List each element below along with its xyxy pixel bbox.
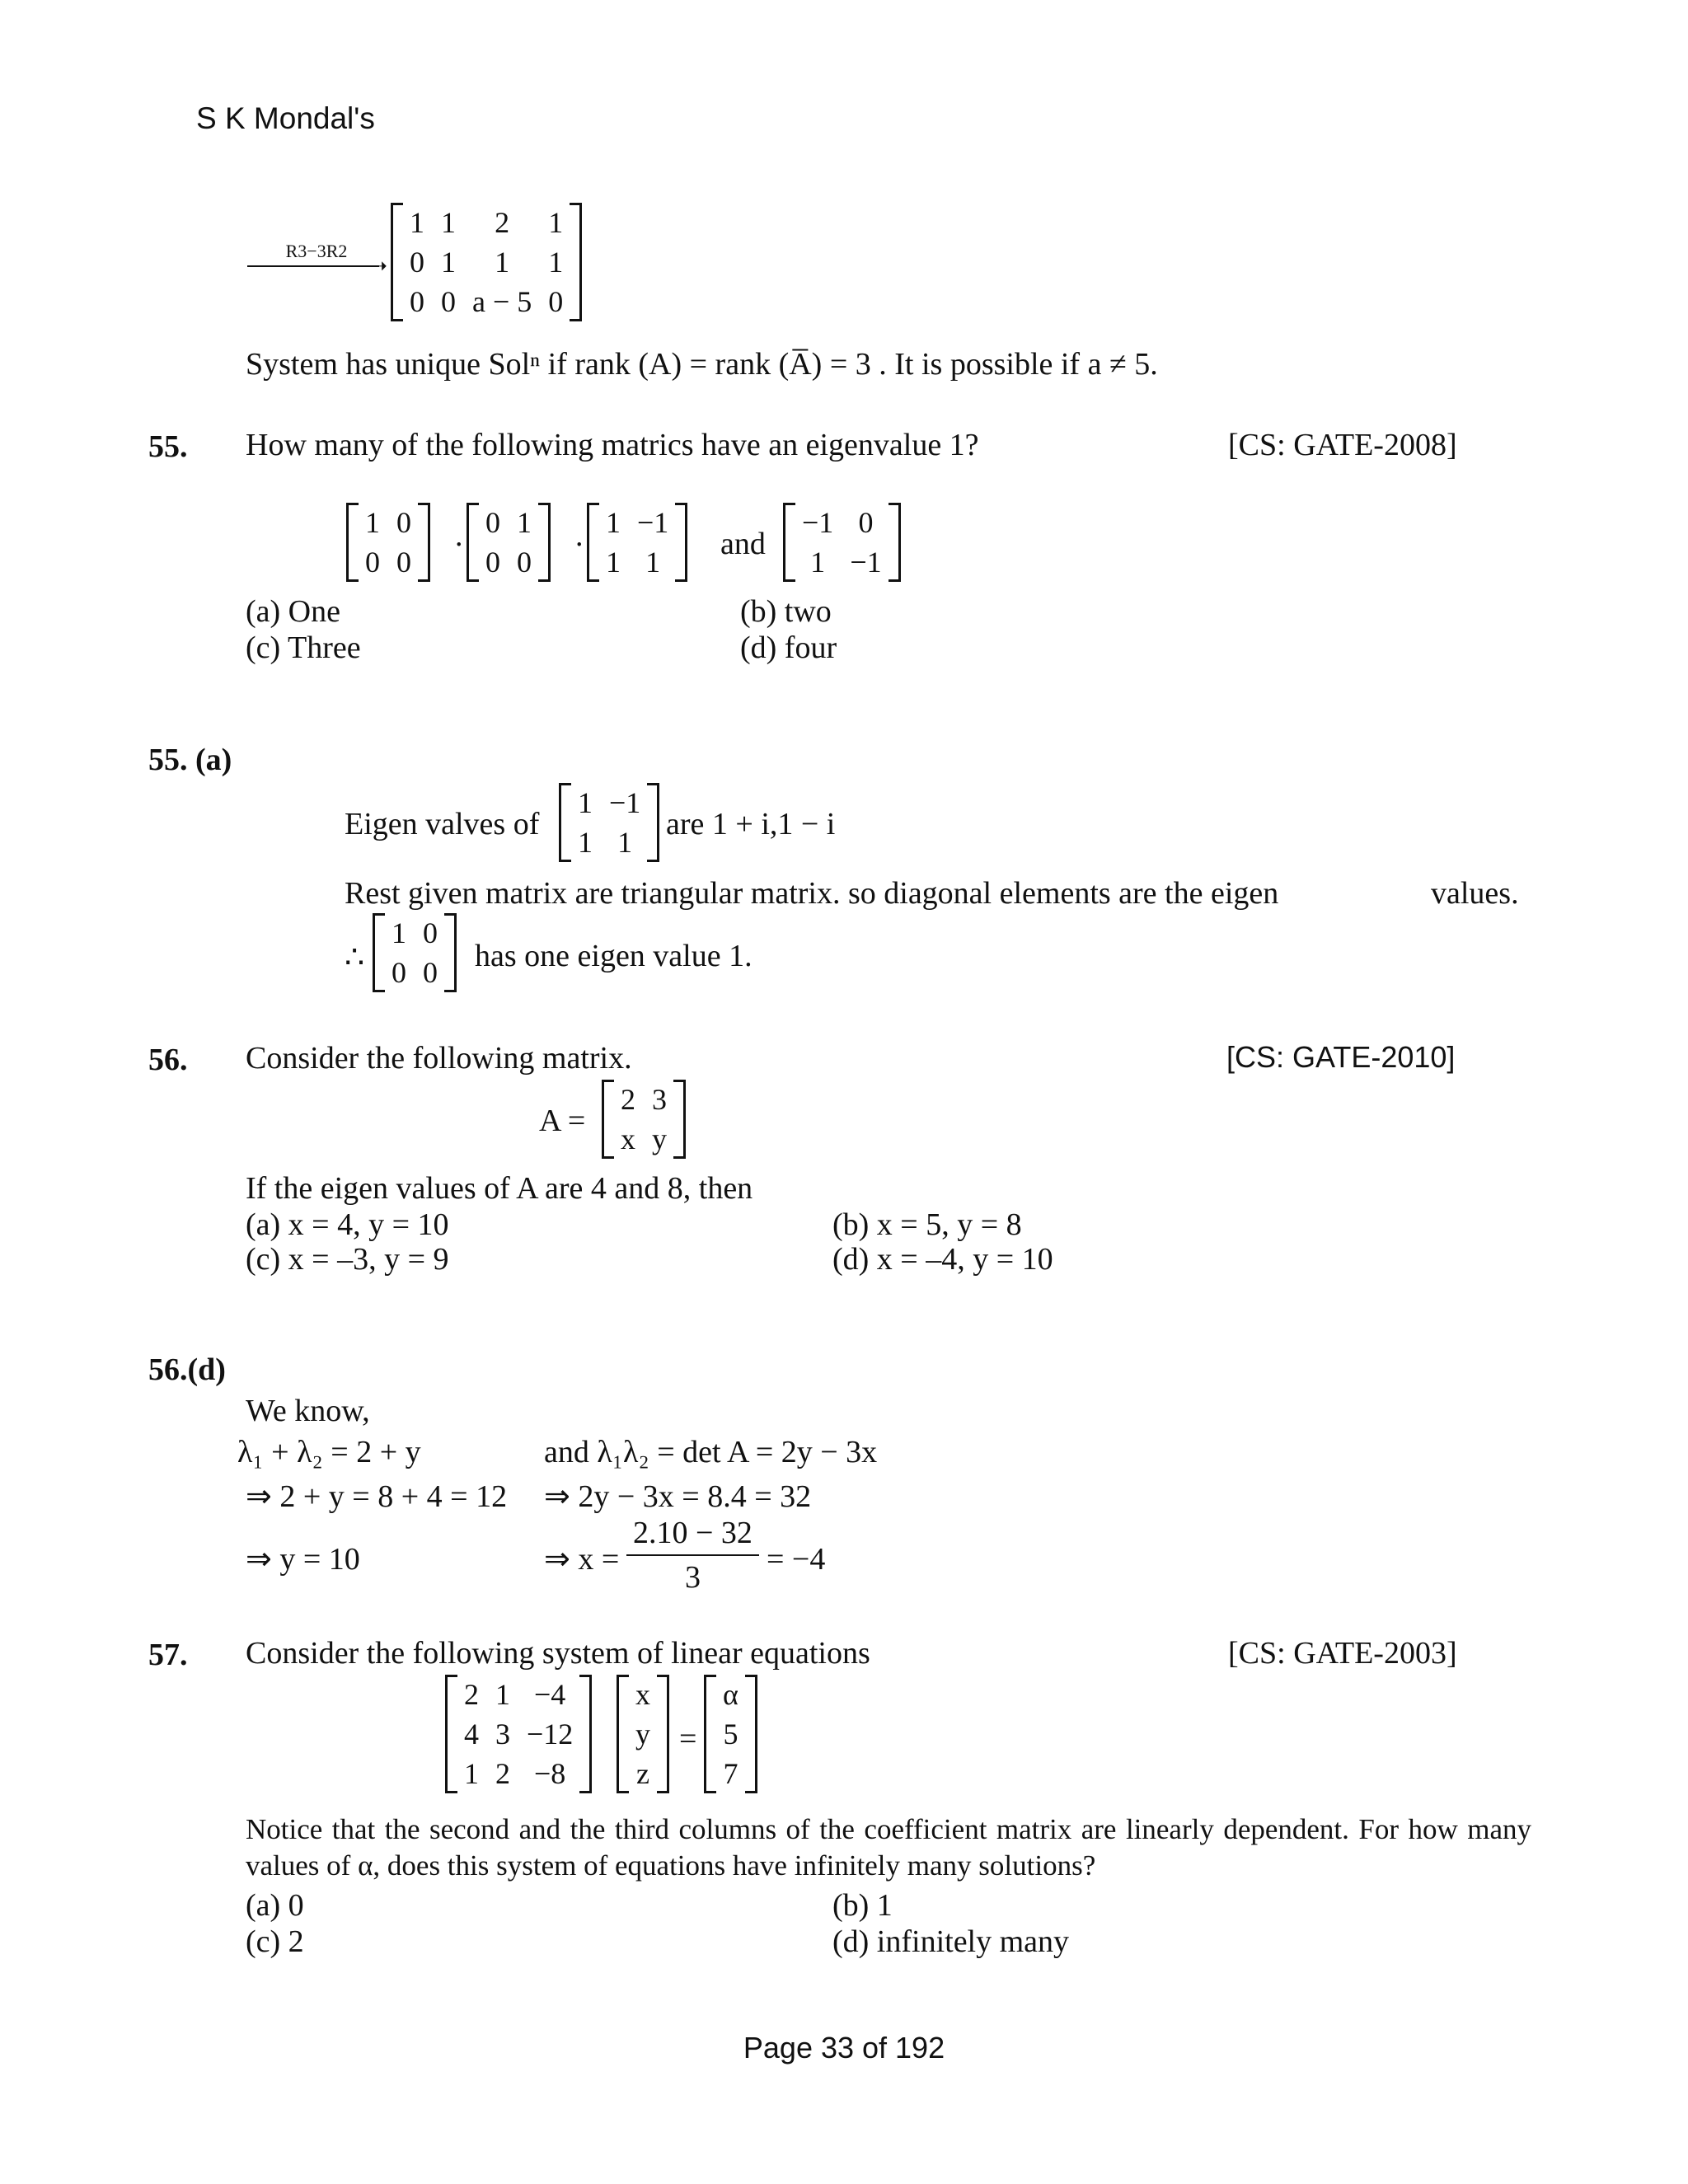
matrix-cell: −1 xyxy=(850,546,882,579)
therefore-symbol: ∴ xyxy=(345,940,365,975)
matrix-cell: 1 xyxy=(464,1757,479,1790)
matrix-cell: y xyxy=(652,1122,667,1155)
a55-matrix-last xyxy=(373,913,457,992)
q56-option-d: (d) x = –4, y = 10 xyxy=(832,1242,1053,1277)
matrix-cell: 0 xyxy=(410,246,424,279)
matrix-cell: 1 xyxy=(392,916,406,949)
matrix-cell: −1 xyxy=(609,786,641,819)
q55-option-d: (d) four xyxy=(740,630,837,665)
a56-left-1: λ₁ + λ₂ = 2 + y xyxy=(237,1435,421,1469)
matrix-cell: a − 5 xyxy=(472,285,532,318)
q57-option-d: (d) infinitely many xyxy=(832,1924,1070,1959)
a56-fraction xyxy=(626,1515,759,1596)
q55-matrix-3 xyxy=(587,503,687,582)
q56-number: 56. xyxy=(148,1043,188,1077)
matrix-cell: 3 xyxy=(652,1083,667,1116)
matrix-cell: 4 xyxy=(464,1718,479,1750)
matrix-cell: 3 xyxy=(495,1718,510,1750)
matrix-cell: 1 xyxy=(645,546,661,579)
matrix-cell: 0 xyxy=(396,546,411,579)
matrix-cell: 5 xyxy=(723,1718,738,1750)
matrix-cell: 2 xyxy=(495,1757,510,1790)
a56-fraction-denominator: 3 xyxy=(684,1560,701,1595)
matrix-cell: 0 xyxy=(485,546,500,579)
q57-option-a: (a) 0 xyxy=(246,1888,304,1923)
q55-option-a: (a) One xyxy=(246,594,340,629)
a56-right-2: ⇒ 2y − 3x = 8.4 = 32 xyxy=(544,1479,812,1514)
q56-condition: If the eigen values of A are 4 and 8, then xyxy=(246,1171,753,1206)
q57-paragraph: Notice that the second and the third columns of the coefficient matrix are linearly dependent. For how many values of α, does this system of equations have infinitely many solutions? xyxy=(246,1813,1531,1882)
q57-equals: = xyxy=(679,1722,697,1756)
a55-line2-tail: values. xyxy=(1431,876,1519,911)
matrix-cell: 1 xyxy=(517,506,532,539)
a56-right-3-post: = −4 xyxy=(767,1542,826,1577)
row-operation-label: R3−3R2 xyxy=(285,241,348,261)
matrix-cell: 0 xyxy=(485,506,500,539)
separator-dot: . xyxy=(575,518,584,553)
matrix-cell: −8 xyxy=(534,1757,566,1790)
q55-text: How many of the following matrics have an eigenvalue 1? xyxy=(246,428,979,462)
matrix-cell: 0 xyxy=(423,916,438,949)
matrix-cell: −4 xyxy=(534,1678,566,1711)
q56-option-b: (b) x = 5, y = 8 xyxy=(832,1207,1022,1242)
page-number: Page 33 of 192 xyxy=(743,2031,945,2064)
matrix-cell: 1 xyxy=(548,206,564,239)
q56-a-label: A = xyxy=(539,1104,586,1138)
q56-text: Consider the following matrix. xyxy=(246,1041,632,1076)
matrix-cell: 1 xyxy=(578,826,593,859)
q57-number: 57. xyxy=(148,1638,188,1672)
q55-exam-tag: [CS: GATE-2008] xyxy=(1228,428,1457,462)
q56-matrix xyxy=(602,1080,686,1159)
prev-matrix xyxy=(391,203,582,321)
a56-left-3: ⇒ y = 10 xyxy=(246,1542,360,1577)
matrix-cell: α xyxy=(723,1678,738,1711)
prev-conclusion: System has unique Solⁿ if rank (A) = rank (A̅) = 3 . It is possible if a ≠ 5. xyxy=(246,347,1158,382)
q57-variable-vector xyxy=(617,1675,669,1793)
q56-exam-tag: [CS: GATE-2010] xyxy=(1226,1040,1456,1074)
matrix-cell: 1 xyxy=(495,246,510,279)
a56-we-know: We know, xyxy=(246,1394,370,1428)
q56-option-c: (c) x = –3, y = 9 xyxy=(246,1242,449,1277)
matrix-cell: y xyxy=(635,1718,650,1750)
matrix-cell: 2 xyxy=(464,1678,479,1711)
q55-option-c: (c) Three xyxy=(246,630,361,665)
a56-left-2: ⇒ 2 + y = 8 + 4 = 12 xyxy=(246,1479,508,1514)
matrix-cell: 1 xyxy=(617,826,633,859)
matrix-cell: 1 xyxy=(606,546,621,579)
matrix-cell: 0 xyxy=(410,285,424,318)
matrix-cell: 2 xyxy=(495,206,510,239)
matrix-cell: −1 xyxy=(802,506,834,539)
matrix-cell: z xyxy=(636,1757,649,1790)
row-operation-arrow: R3−3R2 ➝ xyxy=(247,241,386,267)
matrix-cell: 1 xyxy=(810,546,826,579)
header-author: S K Mondal's xyxy=(196,101,375,135)
a55-label: 55. (a) xyxy=(148,743,232,777)
matrix-cell: 1 xyxy=(441,246,456,279)
a56-right-3-pre: ⇒ x = xyxy=(544,1542,620,1577)
matrix-cell: −12 xyxy=(527,1718,574,1750)
q55-matrix-4 xyxy=(783,503,901,582)
a56-label: 56.(d) xyxy=(148,1352,226,1387)
matrix-cell: 7 xyxy=(723,1757,738,1790)
matrix-cell: 1 xyxy=(365,506,380,539)
a56-fraction-numerator: 2.10 − 32 xyxy=(626,1515,759,1556)
q55-matrix-2 xyxy=(467,503,551,582)
q57-option-b: (b) 1 xyxy=(832,1888,893,1923)
matrix-cell: 0 xyxy=(517,546,532,579)
matrix-cell: 0 xyxy=(548,285,564,318)
matrix-cell: −1 xyxy=(637,506,669,539)
matrix-cell: 0 xyxy=(441,285,456,318)
a55-line2: Rest given matrix are triangular matrix. so diagonal elements are the eigen xyxy=(345,876,1279,911)
q57-exam-tag: [CS: GATE-2003] xyxy=(1228,1636,1457,1671)
matrix-cell: x xyxy=(621,1122,635,1155)
a55-matrix xyxy=(559,783,659,862)
matrix-cell: 1 xyxy=(410,206,424,239)
matrix-cell: 1 xyxy=(441,206,456,239)
matrix-cell: 0 xyxy=(365,546,380,579)
matrix-cell: 1 xyxy=(606,506,621,539)
matrix-cell: 2 xyxy=(621,1083,635,1116)
q55-and: and xyxy=(720,527,766,561)
q55-option-b: (b) two xyxy=(740,594,832,629)
matrix-cell: 0 xyxy=(858,506,874,539)
q55-matrix-1 xyxy=(346,503,430,582)
q56-option-a: (a) x = 4, y = 10 xyxy=(246,1207,449,1242)
matrix-cell: 0 xyxy=(392,956,406,989)
q55-number: 55. xyxy=(148,429,188,464)
a55-line1-post: are 1 + i,1 − i xyxy=(666,807,836,841)
separator-dot: . xyxy=(455,518,463,553)
matrix-cell: 1 xyxy=(578,786,593,819)
q57-text: Consider the following system of linear equations xyxy=(246,1636,870,1671)
a55-line3: has one eigen value 1. xyxy=(475,939,753,973)
q57-option-c: (c) 2 xyxy=(246,1924,304,1959)
q57-rhs-vector xyxy=(704,1675,757,1793)
q57-coefficient-matrix xyxy=(445,1675,592,1793)
matrix-cell: 0 xyxy=(423,956,438,989)
matrix-cell: 0 xyxy=(396,506,411,539)
a55-line1-pre: Eigen valves of xyxy=(345,807,540,841)
matrix-cell: 1 xyxy=(495,1678,510,1711)
matrix-cell: 1 xyxy=(548,246,564,279)
a56-right-1: and λ₁λ₂ = det A = 2y − 3x xyxy=(544,1435,878,1469)
matrix-cell: x xyxy=(635,1678,650,1711)
